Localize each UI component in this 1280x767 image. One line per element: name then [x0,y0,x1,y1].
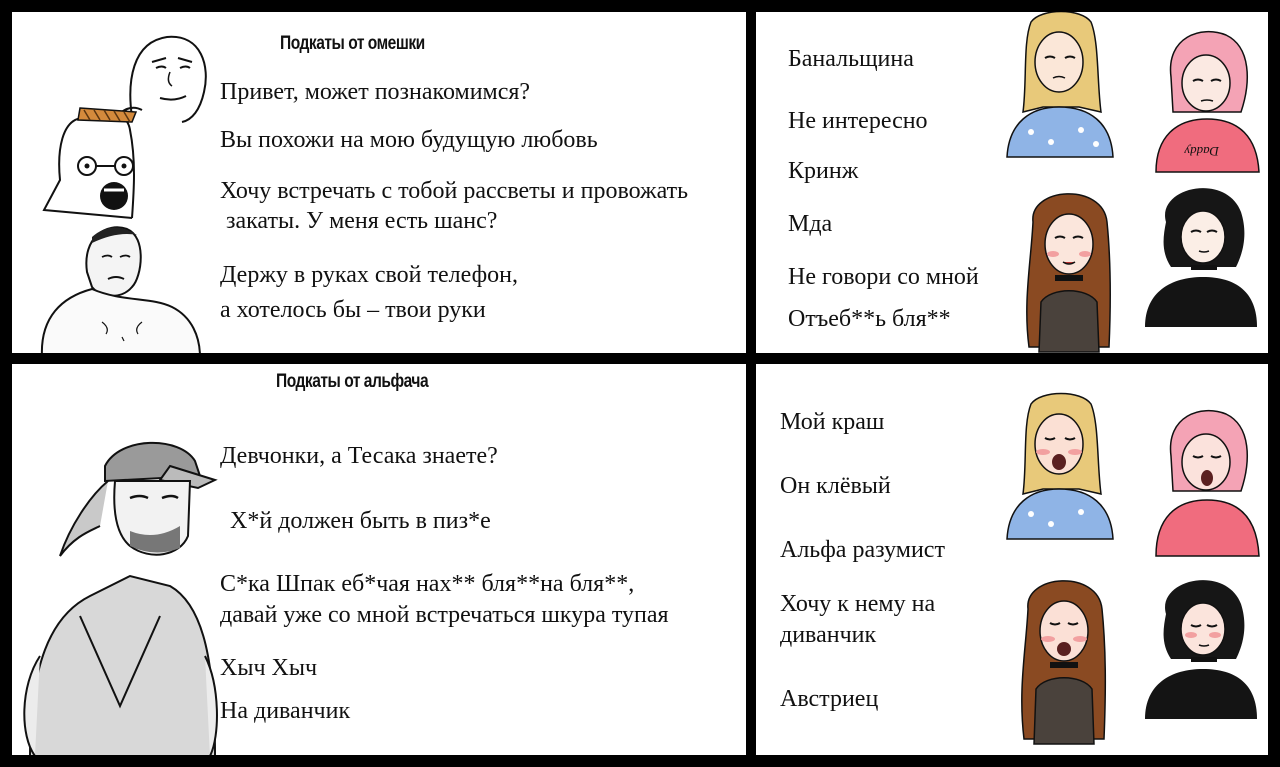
black-girl-figure [1141,177,1261,327]
black-girl-blush-figure [1141,569,1261,719]
omega-line-5: Держу в руках свой телефон, [220,262,518,288]
pink-girl-ahegao-figure [1151,406,1266,556]
reaction-mda: Мда [788,211,833,237]
omega-line-2: Вы похожи на мою будущую любовь [220,127,598,153]
fat-guy-figure [32,217,207,353]
omega-lines-panel [12,12,746,353]
alpha-line-4: давай уже со мной встречаться шкура тупая [220,602,669,628]
reaction-alpha-mind: Альфа разумист [780,537,945,563]
brown-girl-ahegao-figure [1006,569,1121,744]
alpha-reactions-panel [756,364,1268,755]
brown-girl-figure [1011,182,1126,352]
reaction-cool: Он клёвый [780,473,891,499]
reaction-banal: Банальщина [788,46,914,72]
alpha-line-1: Девчонки, а Тесака знаете? [220,443,498,469]
reaction-dont-talk: Не говори со мной [788,264,979,290]
alpha-lines-panel [12,364,746,755]
reaction-go-away: Отъеб**ь бля** [788,306,951,332]
reaction-want-couch-2: диванчик [780,622,877,648]
alpha-title: Подкаты от альфача [276,371,429,392]
alpha-line-5: Хыч Хыч [220,655,318,681]
blonde-girl-ahegao-figure [1001,394,1121,539]
omega-title: Подкаты от омешки [280,33,425,54]
reaction-want-couch-1: Хочу к нему на [780,591,936,617]
reaction-cringe: Кринж [788,158,859,184]
alpha-line-2: Х*й должен быть в пиз*е [230,508,491,534]
blonde-girl-figure [1001,12,1121,157]
alpha-guy-figure [20,436,220,755]
reaction-austrian: Австриец [780,686,879,712]
omega-line-3: Хочу встречать с тобой рассветы и провожать [220,178,689,204]
reaction-not-interesting: Не интересно [788,108,928,134]
omega-line-6: а хотелось бы – твои руки [220,297,486,323]
shirt-text: Daddy [1184,144,1219,159]
alpha-line-3: С*ка Шпак еб*чая нах** бля**на бля**, [220,571,635,597]
soyjak-figure [32,100,152,225]
omega-reactions-panel [756,12,1268,353]
omega-line-4: закаты. У меня есть шанс? [220,208,498,234]
alpha-line-6: На диванчик [220,698,351,724]
pink-girl-figure [1151,27,1266,172]
omega-line-1: Привет, может познакомимся? [220,79,531,105]
reaction-crush: Мой краш [780,409,885,435]
